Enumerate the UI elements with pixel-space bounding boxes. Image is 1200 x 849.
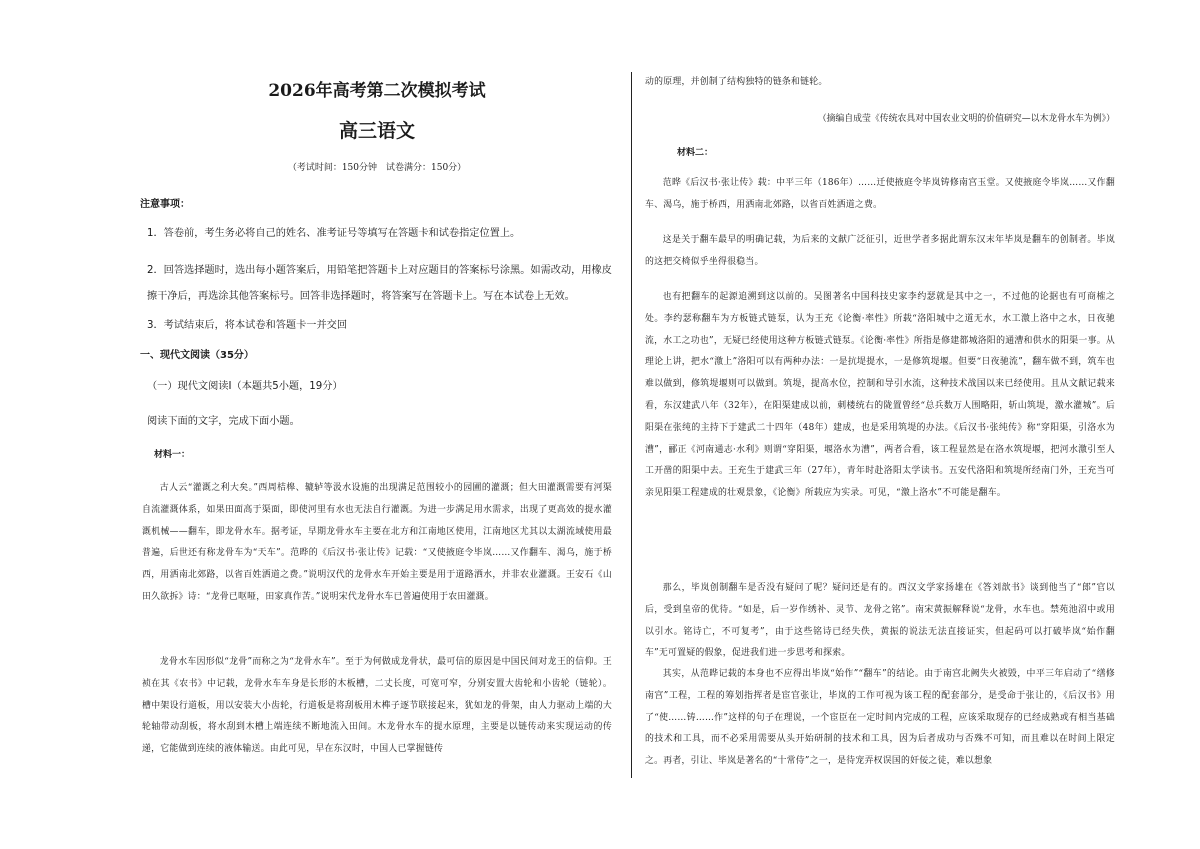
material1-source: （摘编自成莹《传统农具对中国农业文明的价值研究—以木龙骨水车为例》） — [817, 114, 1115, 124]
paragraph-text: 范晔《后汉书·张让传》载：中平三年（186年）……迁使掖庭令毕岚铸修南宫玉堂。又使掖庭令毕岚……又作翻车、渴乌，施于桥西，用洒南北郊路，以省百姓洒道之费。 — [645, 178, 1115, 210]
material1-continuation — [645, 72, 1115, 94]
material2-label: 材料二： — [677, 148, 714, 158]
instruction: 阅读下面的文字，完成下面小题。 — [147, 416, 300, 427]
notice-item-3: 3．考试结束后，将本试卷和答题卡一并交回 — [147, 320, 348, 331]
material2-paragraph-3 — [645, 287, 1115, 505]
paragraph-text: 其实，从范晔记载的本身也不应得出毕岚“始作”“翻车”的结论。由于南宫北阙失火被毁，中平三年启动了“缮修南宫”工程，工程的筹划指挥者是宦官张让，毕岚的工作可视为该工程的配套部分，是受命于张让的，《后汉书》用了“使……铸……作”这样的句子在理说，一个宦臣在一定时间内完成的工程，应该采取现存的已经成熟或有相当基础的技术和工具，而不必采用需要从头开始研制的技术和工具，因为后者成功与否殊不可知，而且难以在时间上限定之。再者，引让、毕岚是著名的“十常侍”之一，是待宠弄权误国的奸佞之徒，难以想象 — [645, 669, 1115, 767]
material2-paragraph-2 — [645, 230, 1115, 274]
paragraph-text: 也有把翻车的起源追溯到这以前的。吴图著名中国科技史家李约瑟就是其中之一，不过他的论据也有可商榷之处。李约瑟称翻车为方板链式链泵，认为王充《论衡·率性》所载“洛阳城中之道无水，水工激上洛中之水，日夜驰流，水工之功也”，无疑已经使用这种方板链式链泵。《论衡·率性》所指是修建都城洛阳的通漕和供水的阳渠一事。从理论上讲，把水“激上”洛阳可以有两种办法：一是抗堤提水，一是修筑堤堰。但要“日夜驰流”，翻车做不到，筑车也难以做到，修筑堤堰则可以做到。筑堤，提高水位，控制和导引水流，这种技术战国以来已经使用。且从文献记载来看，东汉建武八年（32年），在阳渠建成以前，刺楼统右的陇置曾经“总兵数万人围略阳，斩山筑堤，激水灌城”。后阳渠在张纯的主持下于建武二十四年（48年）建成，也是采用筑堤的办法。《后汉书·张纯传》称“穿阳渠，引洛水为漕”，郦正《河南通志·水利》则谓“穿阳渠，堰洛水为漕”，两者合看，该工程显然是在洛水筑堤堰，把河水激引至人工开凿的阳渠中去。王充生于建武三年（27年），青年时赴洛阳太学读书。五安代洛阳和筑堤所经南门外，王充当可亲见阳渠工程建成的壮观景象，《论衡》所载应为实录。可见，“激上洛水”不可能是翻车。 — [645, 292, 1115, 499]
exam-info: （考试时间：150分钟 试卷满分：150分） — [287, 163, 467, 173]
continuation-text: 动的原理，并创制了结构独特的链条和链轮。 — [645, 77, 828, 87]
section-heading: 一、现代文阅读（35分） — [140, 350, 254, 361]
column-divider — [631, 72, 632, 778]
material2-paragraph-5 — [645, 664, 1115, 773]
notice-item-1: 1．答卷前，考生务必将自己的姓名、准考证号等填写在答题卡和试卷指定位置上。 — [147, 228, 521, 239]
notice-item-2: 2．回答选择题时，选出每小题答案后，用铅笔把答题卡上对应题目的答案标号涂黑。如需改动，用橡皮擦干净后，再选涂其他答案标号。回答非选择题时，将答案写在答题卡上。写在本试卷上无效。 — [147, 265, 612, 302]
material1-label: 材料一： — [154, 450, 191, 460]
paragraph-text: 那么，毕岚创制翻车是否没有疑问了呢？疑问还是有的。西汉文学家扬雄在《答刘歆书》谈到他当了“郎”官以后，受到皇帝的优待。“如是，后一岁作绣补、灵节、龙骨之铭”。南宋黄振解释说“龙骨，水车也。禁苑池沼中或用以引水。铭诗亡，不可复考”，由于这些铭诗已经失佚，黄振的说法无法直接证实，但起码可以打破毕岚“始作翻车”无可置疑的假象，促进我们进一步思考和探索。 — [645, 583, 1115, 659]
material2-paragraph-4 — [645, 578, 1115, 665]
material1-paragraph-1 — [142, 478, 612, 609]
notice-heading: 注意事项： — [140, 199, 190, 210]
section-subheading: （一）现代文阅读Ⅰ（本题共5小题，19分） — [147, 381, 343, 392]
exam-title: 2026年高考第二次模拟考试 — [268, 81, 486, 101]
material2-paragraph-1 — [645, 173, 1115, 217]
paragraph-text: 这是关于翻车最早的明确记载，为后来的文献广泛征引，近世学者多据此谓东汉末年毕岚是翻车的创制者。毕岚的这把交椅似乎坐得很稳当。 — [645, 235, 1115, 267]
paragraph-text: 古人云“灌溉之利大矣。”西周桔槔、辘轳等汲水设施的出现满足范围较小的园圃的灌溉；但大田灌溉需要有河渠自流灌溉体系，如果田面高于渠面，即使河里有水也无法自行灌溉。为进一步满足用水需求，出现了更高效的提水灌溉机械——翻车，即龙骨水车。据考证，早期龙骨水车主要在北方和江南地区使用，江南地区尤其以太湖流域使用最普遍，后世还有称龙骨车为“天车”。范晔的《后汉书·张让传》记载：“又使掖庭令毕岚……又作翻车、渴乌，施于桥西，用洒南北郊路，以省百姓洒道之费。”说明汉代的龙骨水车开始主要是用于道路洒水，并非农业灌溉。王安石《山田久欲拆》诗：“龙骨已呕哑，田家真作苦。”说明宋代龙骨水车已普遍使用于农田灌溉。 — [142, 483, 612, 602]
material1-paragraph-2 — [142, 652, 612, 761]
paragraph-text: 龙骨水车因形似“龙骨”而称之为“龙骨水车”。至于为何做成龙骨状，最可信的原因是中国民间对龙王的信仰。王祯在其《农书》中记载，龙骨水车车身是长形的木板槽，二丈长度，可宽可窄，分别安置大齿轮和小齿轮（链轮）。槽中架设行道板，用以安装大小齿轮，行道板是将刮板用木榫子逐节联接起来，犹如龙的骨架，由人力驱动上端的大轮轴带动刮板，将水刮到木槽上端连续不断地流入田间。木龙骨水车的提水原理，主要是以链传动来实现运动的传递，它能做到连续的液体输送。由此可见，早在东汉时，中国人已掌握链传 — [142, 657, 612, 755]
exam-subject: 高三语文 — [338, 120, 415, 142]
